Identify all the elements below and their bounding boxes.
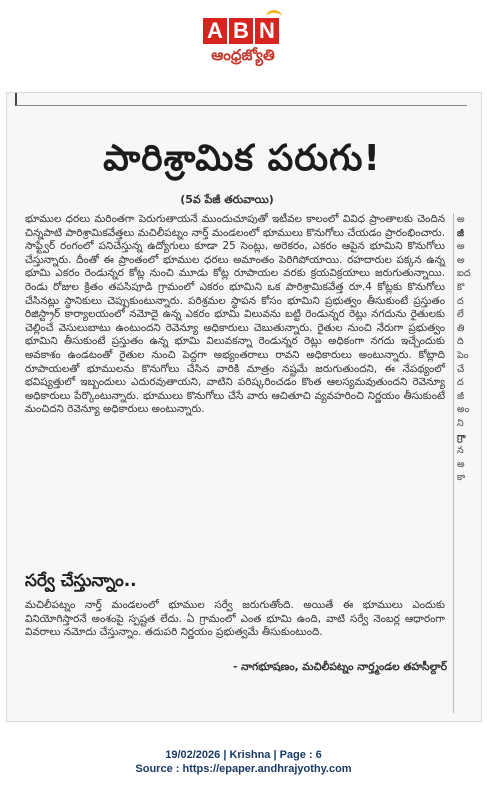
adjacent-line: ద xyxy=(457,295,464,307)
article-body: భూముల ధరలు మరింతగా పెరుగుతాయనే ముందుచూపుతో ఇటీవల కాలంలో వివిధ ప్రాంతాలకు చెందిన చిన్నపాటి పారిశ్రామికవేత్తలు మచిలీపట్నం నార్త్ మండలంలో భూములు కొనుగోలు చేయడం ప్రారంభించారు. సాఫ్ట్వేర్ రంగంలో పనిచేస్తున్న ఉద్యోగులు కూడా 25 సెంట్లు, అరెకరం, ఎకరం ఆపైన భూమిని కొనుగోలు చేస్తున్నారు. దీంతో ఈ ప్రాంతంలో భూముల ధరలు అమాంతం పెరిగిపోయాయి. రహదారుల పక్కన ఉన్న భూమి ఎకరం రెండున్నర కోట్ల నుంచి మూడు కోట్ల రూపాయల వరకు క్రయవిక్రయాలు జరుగుతున్నాయి. రెండు రోజుల క్రితం తపసిపూడి గ్రామంలో ఎకరం భూమిని ఒక పారిశ్రామికవేత్త రూ.4 కోట్లకు కొనుగోలు చేసినట్లు స్థానికులు చెప్పుకుంటున్నారు. పరిశ్రమల స్థాపన కోసం భూమిని ప్రభుత్వం తీసుకుంటే ప్రస్తుతం రిజిస్ట్రార్ కార్యాలయంలో నమోదై ఉన్న ఎకరం భూమి విలువను బట్టి రెండున్నర రెట్లు నగదును రైతులకు చెల్లించే వెసులుబాటు ఉంటుందని రెవెన్యూ అధికారులు చెబుతున్నారు. రైతుల నుంచి నేరుగా ప్రభుత్వం భూమిని తీసుకుంటే ప్రస్తుతం ఉన్న భూమి విలువకన్నా రెండున్నర రెట్లు అధికంగా నగదు ఇచ్చేందుకు అవకాశం ఉండటంతో రైతుల నుంచి పెద్దగా అభ్యంతరాలు రావని అధికారులు అంటున్నారు. కోట్లాది రూపాయలతో భూములను కొనుగోలు చేసిన వారికి మాత్రం నష్టమే జరుగుతుందని, ఈ నేపథ్యంలో భవిష్యత్తులో ఇబ్బందులు ఎదురవుతాయని, వాటిని పరిష్కరించడం కొంత ఆలస్యమవుతుందని రెవెన్యూ అధికారులు పేర్కొంటున్నారు. భూములు కొనుగోలు చేసే వారు ఆచితూచి వ్యవహరించి నిర్ణయం తీసుకుంటే మంచిదని రెవెన్యూ అధికారులు అంటున్నారు. xyxy=(25,213,445,416)
adjacent-line: ఐద xyxy=(457,268,471,280)
adjacent-line: కొ xyxy=(457,281,465,293)
adjacent-line: ది xyxy=(457,336,464,348)
adjacent-line: జీ xyxy=(457,390,464,402)
adjacent-line: కా xyxy=(457,472,466,484)
top-divider xyxy=(15,93,467,106)
adjacent-line: న xyxy=(457,445,464,457)
adjacent-line: చే xyxy=(457,363,465,375)
adjacent-line: ద xyxy=(457,377,464,389)
adjacent-line: అ xyxy=(457,214,465,225)
edition-info: 19/02/2026 | Krishna | Page : 6 xyxy=(165,749,322,761)
adjacent-line: జీ xyxy=(457,227,464,239)
adjacent-line: అ xyxy=(457,254,465,266)
abn-logo[interactable] xyxy=(203,18,279,44)
article-body-2: మచిలీపట్నం నార్త్ మండలంలో భూముల సర్వే జరుగుతోంది. అయితే ఈ భూములు ఎందుకు వినియోగిస్తారనే అంశంపై స్పష్టత లేదు. ఏ గ్రామంలో ఎంత భూమి ఉంది, వాటి సర్వే నెంబర్ల ఆధారంగా వివరాలు నమోదు చేస్తున్నాం. తదుపరి నిర్ణయం ప్రభుత్వమే తీసుకుంటుంది. xyxy=(25,599,445,639)
adjacent-column xyxy=(453,213,482,713)
article-subhead: సర్వే చేస్తున్నాం.. xyxy=(25,571,137,591)
logo-subtitle: ఆంధ్రజ్యోతి xyxy=(211,46,275,64)
continued-from-label: (5వ పేజీ తరువాయి) xyxy=(180,193,274,206)
adjacent-line: ని xyxy=(457,417,464,429)
news-clipping xyxy=(6,92,482,722)
adjacent-line: అం xyxy=(457,404,470,416)
adjacent-line: గ్రా xyxy=(457,431,466,443)
article-headline: పారిశ్రామిక పరుగు! xyxy=(103,138,381,179)
adjacent-line: అ xyxy=(457,458,465,470)
adjacent-line: అ xyxy=(457,241,465,253)
source-link[interactable]: Source : https://epaper.andhrajyothy.com xyxy=(135,763,352,775)
logo-letter-n: N xyxy=(255,18,279,44)
page-footer xyxy=(0,748,487,776)
adjacent-line: పెం xyxy=(457,349,469,361)
masthead xyxy=(0,0,487,90)
article-signature: - నాగభూషణం, మచిలీపట్నం నార్త్మండల తహసీల్దార్ xyxy=(232,661,447,673)
adjacent-line: తి xyxy=(457,322,465,334)
logo-letter-b: B xyxy=(229,18,253,44)
adjacent-line: లే xyxy=(457,309,464,321)
logo-letter-a: A xyxy=(203,18,227,44)
